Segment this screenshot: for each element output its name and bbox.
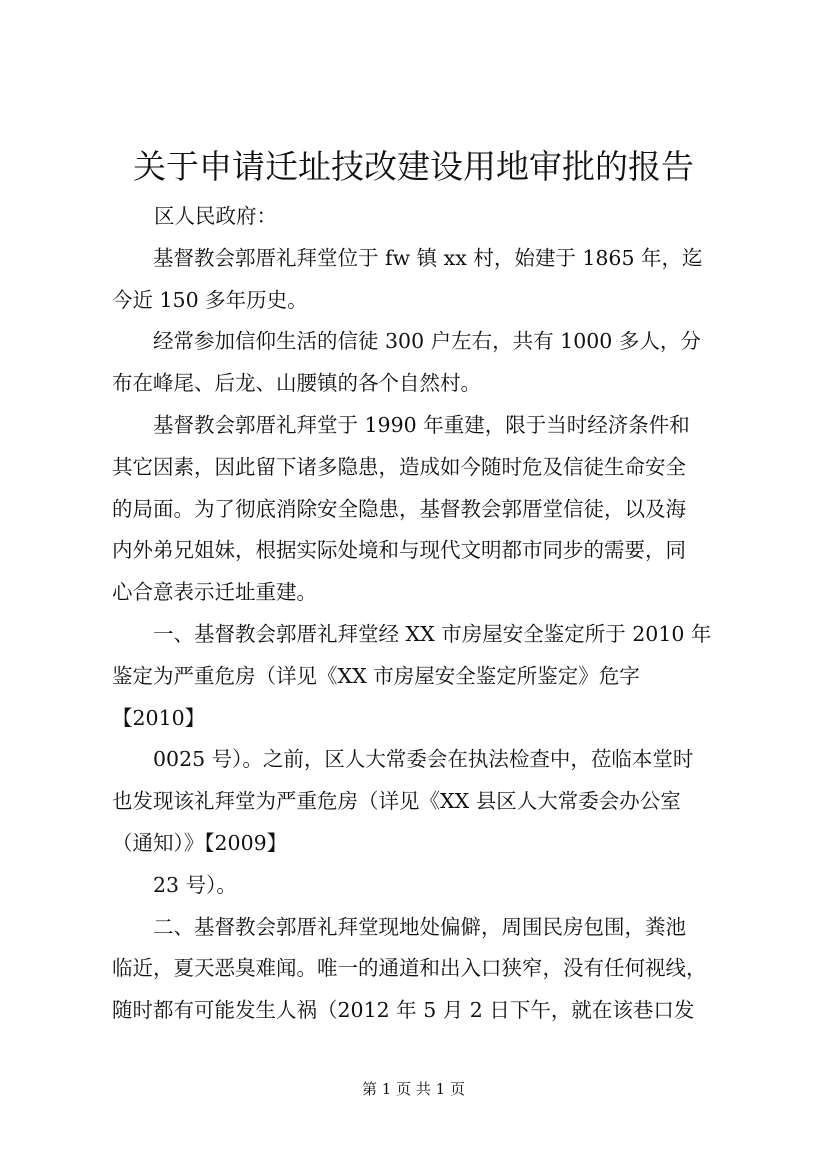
text-line: 【2010】 [112, 705, 206, 730]
paragraph-5 [112, 739, 724, 864]
salutation: 区人民政府： [154, 204, 277, 228]
text-line: （通知）》【2009】 [112, 830, 288, 855]
document-title: 关于申请迁址技改建设用地审批的报告 [133, 147, 694, 186]
text-line: 23 号）。 [112, 872, 237, 897]
text-line: 布在峰尾、后龙、山腰镇的各个自然村。 [112, 371, 481, 396]
paragraph-7 [112, 907, 724, 1032]
text-line: 内外弟兄姐妹，根据实际处境和与现代文明都市同步的需要，同 [112, 538, 686, 563]
paragraph-2 [112, 321, 724, 405]
paragraph-4 [112, 614, 724, 739]
text-line: 一、基督教会郭厝礼拜堂经 XX 市房屋安全鉴定所于 2010 年 [112, 621, 712, 646]
text-line: 二、基督教会郭厝礼拜堂现地处偏僻，周围民房包围，粪池 [112, 914, 686, 939]
text-line: 0025 号）。之前，区人大常委会在执法检查中，莅临本堂时 [112, 747, 694, 772]
text-line: 随时都有可能发生人祸（2012 年 5 月 2 日下午，就在该巷口发 [112, 998, 695, 1023]
text-line: 鉴定为严重危房（详见《XX 市房屋安全鉴定所鉴定》危字 [112, 663, 640, 688]
text-line: 心合意表示迁址重建。 [112, 580, 317, 605]
paragraph-3 [112, 405, 724, 614]
text-line: 其它因素，因此留下诸多隐患，造成如今随时危及信徒生命安全 [112, 454, 686, 479]
text-line: 基督教会郭厝礼拜堂位于 fw 镇 xx 村，始建于 1865 年，迄 [112, 245, 703, 270]
page-number-label: 第 1 页 共 1 页 [362, 1080, 465, 1098]
text-line: 基督教会郭厝礼拜堂于 1990 年重建，限于当时经济条件和 [112, 412, 690, 437]
text-line: 也发现该礼拜堂为严重危房（详见《XX 县区人大常委会办公室 [112, 789, 681, 814]
page-footer [0, 1078, 827, 1100]
paragraph-6 [112, 865, 724, 907]
text-line: 经常参加信仰生活的信徒 300 户左右，共有 1000 多人，分 [112, 329, 701, 354]
document-body [112, 196, 724, 1032]
text-line: 的局面。为了彻底消除安全隐患，基督教会郭厝堂信徒，以及海 [112, 496, 686, 521]
paragraph-1 [112, 238, 724, 322]
text-line: 临近，夏天恶臭难闻。唯一的通道和出入口狭窄，没有任何视线， [112, 956, 707, 981]
text-line: 今近 150 多年历史。 [112, 287, 308, 312]
